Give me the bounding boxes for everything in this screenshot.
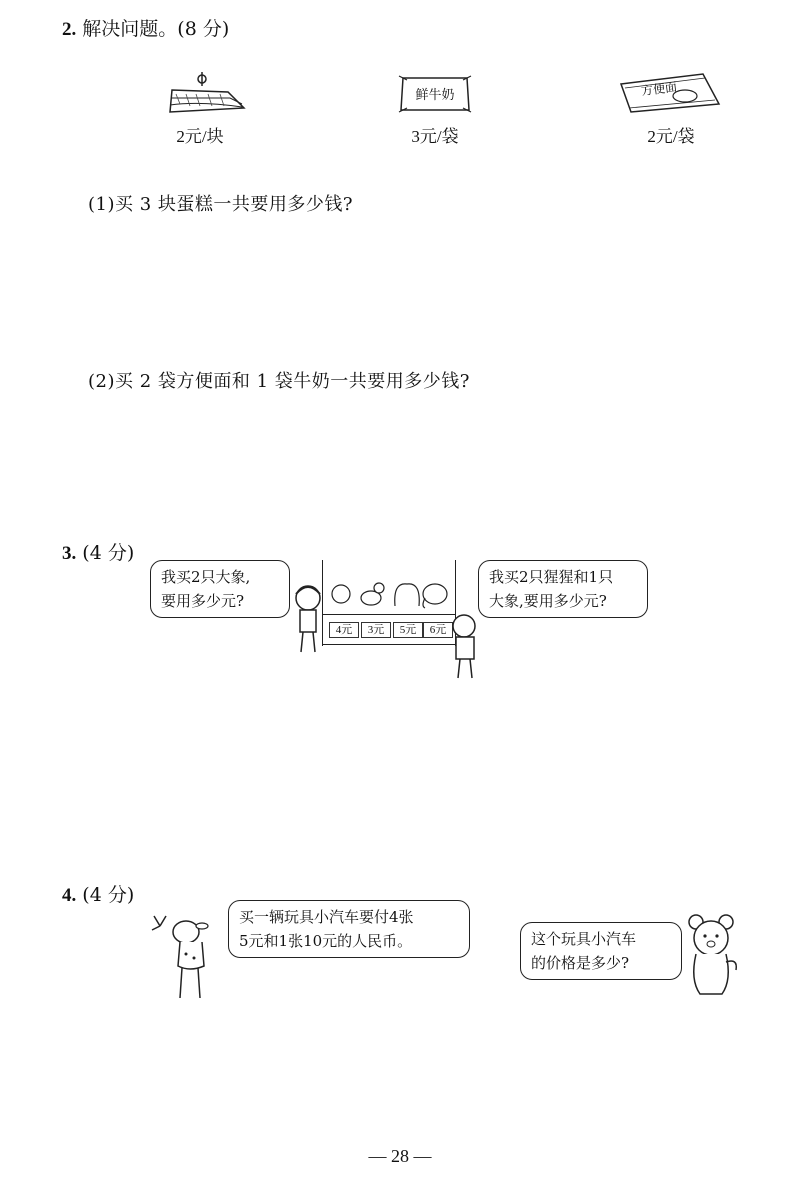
q2-title: 解决问题。(8 分)	[82, 18, 230, 40]
q3-right-line1: 我买2只猩猩和1只	[489, 568, 614, 586]
deer-figure-icon	[150, 910, 220, 1004]
q2-sub2: (2)买 2 袋方便面和 1 袋牛奶一共要用多少钱?	[88, 371, 470, 392]
price-tag-1: 4元	[329, 622, 359, 638]
milk-label: 鲜牛奶	[415, 88, 455, 103]
q3-score: (4 分)	[82, 542, 135, 564]
bear-figure-icon	[680, 910, 744, 1000]
q4-number: 4.	[62, 885, 77, 906]
q3-left-speech-bubble	[150, 560, 290, 618]
q4-left-line2: 5元和1张10元的人民币。	[239, 932, 413, 950]
noodle-label: 方便面	[640, 79, 678, 99]
q3-right-speech-bubble	[478, 560, 648, 618]
q3-heading	[62, 538, 134, 565]
price-milk: 3元/袋	[411, 127, 459, 146]
item-milk	[385, 70, 485, 150]
q4-right-line1: 这个玩具小汽车	[531, 930, 637, 948]
q2-heading	[62, 14, 229, 41]
q3-left-line2: 要用多少元?	[161, 592, 245, 610]
item-cake	[150, 70, 250, 150]
cake-slice-icon	[150, 70, 250, 115]
q4-left-speech-bubble	[228, 900, 470, 958]
page-number: — 28 —	[368, 1146, 432, 1166]
price-tag-4: 6元	[423, 622, 453, 638]
item-noodles	[615, 70, 725, 150]
q4-score: (4 分)	[82, 884, 135, 906]
toy-animals-icon	[329, 576, 449, 610]
q3-right-line2: 大象,要用多少元?	[489, 592, 607, 610]
price-tag-2: 3元	[361, 622, 391, 638]
price-noodles: 2元/袋	[647, 127, 695, 146]
q3-left-line1: 我买2只大象,	[161, 568, 251, 586]
price-cake: 2元/块	[176, 127, 224, 146]
q3-number: 3.	[62, 543, 77, 564]
toy-shop-counter	[322, 560, 456, 646]
q4-right-speech-bubble	[520, 922, 682, 980]
q4-left-line1: 买一辆玩具小汽车要付4张	[239, 908, 414, 926]
q4-right-line2: 的价格是多少?	[531, 954, 630, 972]
boy-figure-icon	[446, 612, 486, 684]
price-tag-3: 5元	[393, 622, 423, 638]
q2-number: 2.	[62, 19, 77, 40]
q2-sub1: (1)买 3 块蛋糕一共要用多少钱?	[88, 194, 354, 215]
q4-heading	[62, 880, 134, 907]
